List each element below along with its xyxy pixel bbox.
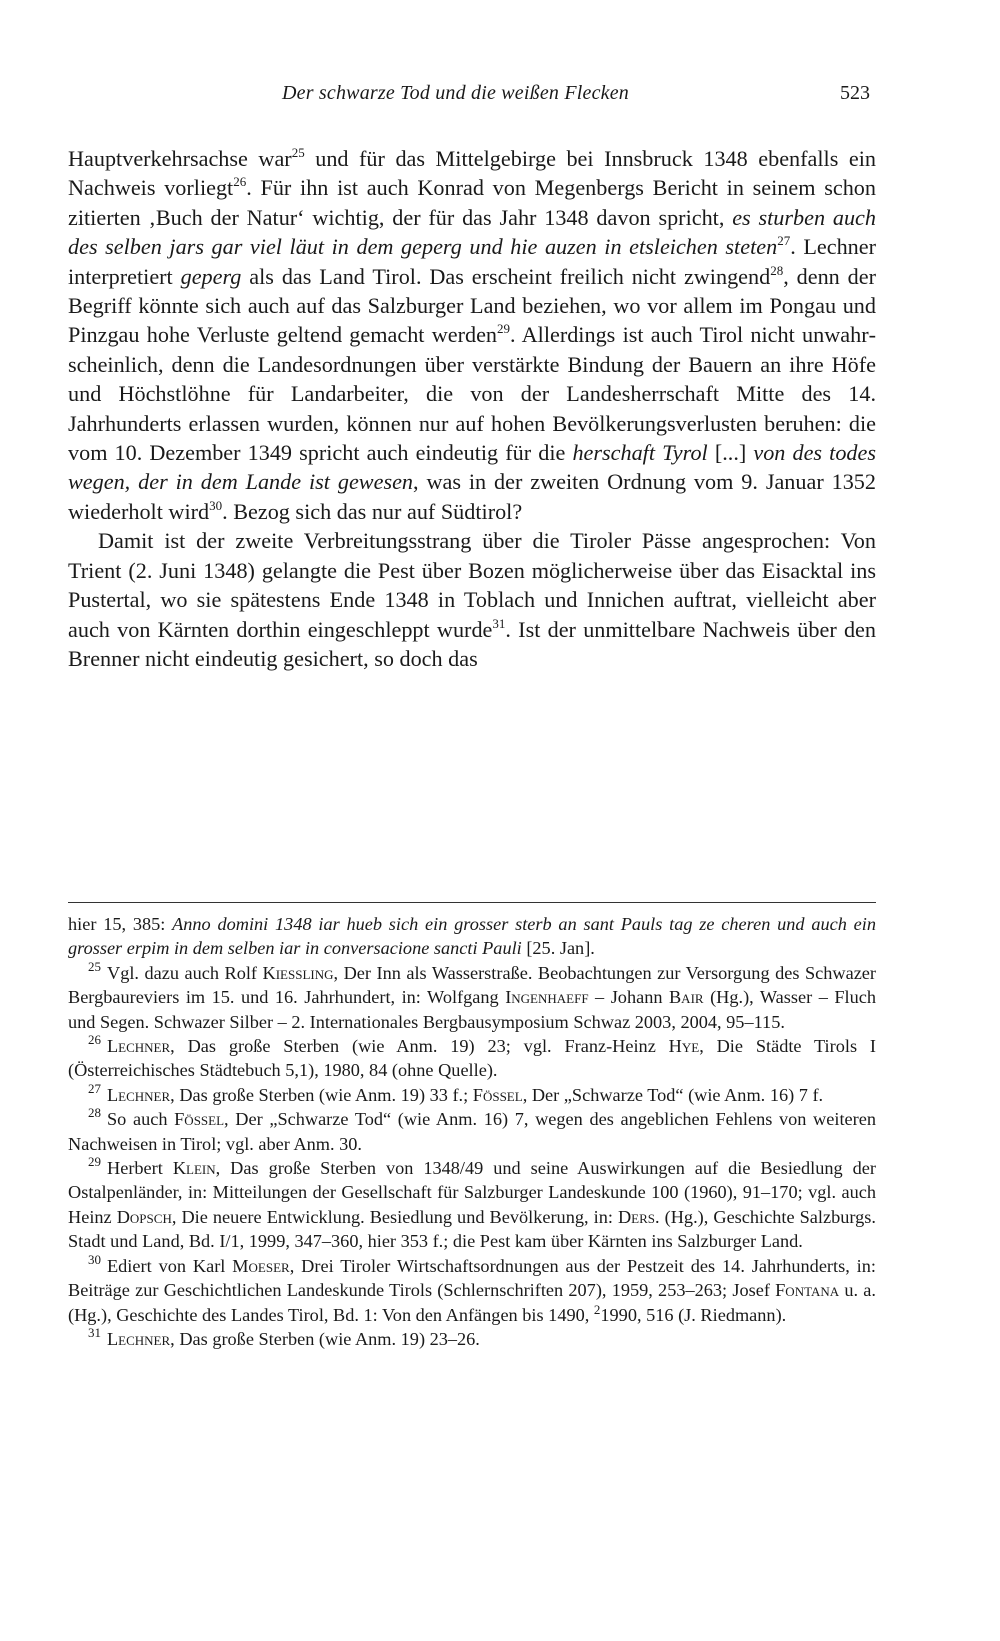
footnote-divider (68, 902, 876, 903)
footnote-30: $^{30}$ Ediert von Karl Moeser, Drei Tiroler Wirtschaftsordnungen aus der Pestzeit des 14. Jahrhunderts, in: Beiträge zur Geschichtlichen Landeskunde Tirols (Schlernschriften 207), 1959, 253–263; Josef Fontana u. a. (Hg.), Geschichte des Landes Tirol, Bd. 1: Von den Anfängen bis 1490, $^2$1990, 516 (J. Riedmann). (68, 1251, 876, 1325)
quote-herschaft: herschaft Tyrol (572, 440, 708, 466)
footnotes (68, 912, 876, 1351)
footnote-ref-26[interactable]: 26 (233, 174, 247, 190)
footnote-ref-30[interactable]: 30 (209, 497, 223, 513)
quote-megenberg: es sturben auch des selben jars gar viel läut in dem geperg und hie auzen in etsleichen steten (68, 204, 876, 260)
quote-todes: von des todes wegen, der in dem Lande ist gewesen (68, 440, 877, 495)
footnote-29: $^{29}$ Herbert Klein, Das große Sterben von 1348/49 und seine Auswirkungen auf die Besiedlung der Ostalpenländer, in: Mitteilungen der Gesellschaft für Salzburger Landeskunde 100 (1960), 91–170; vgl. auch Heinz Dopsch, Die neuere Entwicklung. Besiedlung und Bevölkerung, in: Ders. (Hg.), Geschichte Salzburgs. Stadt und Land, Bd. I/1, 1999, 347–360, hier 353 f.; die Pest kam über Kärnten ins Salzburger Land. (68, 1154, 876, 1252)
footnote-28: $^{28}$ So auch Fössel, Der „Schwarze Tod“ (wie Anm. 16) 7, wegen des angeblichen Fehlens von weiteren Nachweisen in Tirol; vgl. aber Anm. 30. (68, 1105, 876, 1154)
running-title: Der schwarze Tod und die weißen Flecken (282, 82, 629, 104)
footnote-number: 30 (88, 1251, 101, 1267)
footnote-26: $^{26}$ Lechner, Das große Sterben (wie Anm. 19) 23; vgl. Franz-Heinz Hye, Die Städte Tirols I (Österreichisches Städtebuch 5,1), 1980, 84 (ohne Quelle). (68, 1032, 876, 1081)
footnote-ref-28[interactable]: 28 (770, 262, 784, 278)
edition-superscript: 2 (593, 1301, 601, 1317)
footnote-ref-27[interactable]: 27 (777, 233, 791, 249)
footnote-ref-25[interactable]: 25 (291, 145, 305, 160)
paragraph-1: Hauptverkehrsachse war$^{25}$ und für das Mittelgebirge bei Innsbruck 1348 ebenfalls ein Nachweis vorliegt$^{26}$. Für ihn ist auch Konrad von Megenbergs Bericht in seinem schon zitierten ‚Buch der Natur‘ wichtig, der für das Jahr 1348 davon spricht, es sturben auch des selben jars gar viel läut in dem geperg und hie auzen in etsleichen steten$^{27}$. Lechner interpretiert geperg als das Land Tirol. Das erscheint freilich nicht zwingend$^{28}$, denn der Begriff könnte sich auch auf das Salzburger Land beziehen, wo vor allem im Pongau und Pinzgau hohe Verluste geltend gemacht werden$^{29}$. Allerdings ist auch Tirol nicht unwahrscheinlich, denn die Landesordnungen über verstärkte Bindung der Bauern an ihre Höfe und Höchstlöhne für Landarbeiter, die von der Landesherrschaft Mitte des 14. Jahrhunderts erlassen wurden, können nur auf hohen Bevölkerungsverlusten beruhen: die vom 10. Dezember 1349 spricht auch eindeutig für die herschaft Tyrol [...] von des todes wegen, der in dem Lande ist gewesen, was in der zweiten Ordnung vom 9. Januar 1352 wiederholt wird$^{30}$. Bezog sich das nur auf Südtirol? (68, 145, 877, 524)
footnote-25: $^{25}$ Vgl. dazu auch Rolf Kiessling, Der Inn als Wasserstraße. Beobachtungen zur Versorgung des Schwazer Bergbaureviers im 15. und 16. Jahrhundert, in: Wolfgang Ingenhaeff – Johann Bair (Hg.), Wasser – Fluch und Segen. Schwazer Silber – 2. Internationales Bergbausymposium Schwaz 2003, 2004, 95–115. (68, 958, 877, 1032)
footnote-27: $^{27}$ Lechner, Das große Sterben (wie Anm. 19) 33 f.; Fössel, Der „Schwarze Tod“ (wie Anm. 16) 7 f. (88, 1080, 824, 1105)
footnote-number: 31 (88, 1324, 101, 1340)
footnote-number: 28 (88, 1105, 101, 1121)
footnote-number: 26 (88, 1032, 101, 1048)
paragraph-2: Damit ist der zweite Verbreitungsstrang über die Tiroler Pässe angesprochen: Von Trient (2. Juni 1348) gelangte die Pest über Bozen möglicherweise über das Eisacktal ins Pustertal, wo sie spätestens Ende 1348 in Toblach und Innichen auftrat, vielleicht aber auch von Kärnten dorthin eingeschleppt wurde$^{31}$. Ist der unmittelbare Nachweis über den Brenner nicht eindeutig gesichert, so doch das (68, 528, 877, 671)
footnote-number: 29 (88, 1154, 101, 1170)
footnote-ref-31[interactable]: 31 (492, 615, 506, 631)
footnote-ref-29[interactable]: 29 (497, 321, 511, 337)
footnote-number: 25 (88, 958, 101, 974)
footnote-continuation: hier 15, 385: Anno domini 1348 iar hueb sich ein grosser sterb an sant Pauls tag ze cheren und auch ein grosser erpim in dem selben iar in conversacione sancti Pauli [25. Jan]. (68, 914, 876, 959)
footnote-number: 27 (88, 1080, 101, 1096)
footnote-31: $^{31}$ Lechner, Das große Sterben (wie Anm. 19) 23–26. (88, 1324, 480, 1349)
term-geperg: geperg (180, 263, 242, 289)
page-number: 523 (840, 82, 870, 104)
running-head (0, 80, 1000, 110)
main-text (68, 144, 876, 673)
